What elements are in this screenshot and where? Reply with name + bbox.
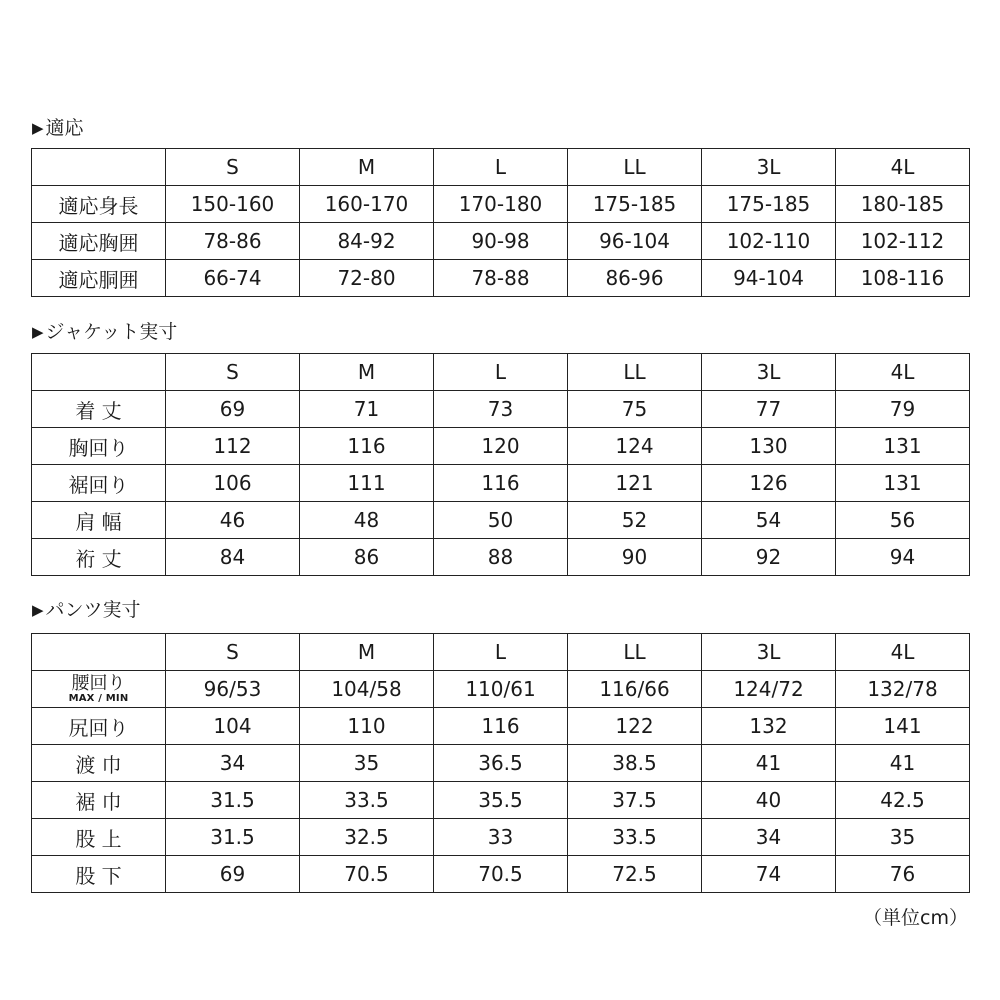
triangle-bullet-icon: ▶ [32,601,44,619]
value-cell: 124 [568,428,702,465]
value-cell: 31.5 [166,782,300,819]
value-cell: 116 [434,465,568,502]
header-cell: 3L [702,149,836,186]
row-label: 適応胸囲 [32,223,166,260]
corner-cell [32,149,166,186]
value-cell: 78-86 [166,223,300,260]
section-title-pants [32,598,141,622]
value-cell: 35.5 [434,782,568,819]
row-label: 尻回り [32,708,166,745]
value-cell: 94-104 [702,260,836,297]
value-cell: 96/53 [166,671,300,708]
value-cell: 34 [166,745,300,782]
value-cell: 42.5 [836,782,970,819]
value-cell: 108-116 [836,260,970,297]
value-cell: 48 [300,502,434,539]
value-cell: 86-96 [568,260,702,297]
header-cell: S [166,354,300,391]
fit-table [31,148,970,297]
value-cell: 36.5 [434,745,568,782]
unit-note: （単位cm） [863,907,968,929]
value-cell: 84-92 [300,223,434,260]
corner-cell [32,634,166,671]
value-cell: 72-80 [300,260,434,297]
value-cell: 70.5 [434,856,568,893]
value-cell: 160-170 [300,186,434,223]
value-cell: 116 [300,428,434,465]
jacket-title: ジャケット実寸 [45,321,178,343]
value-cell: 170-180 [434,186,568,223]
section-title-fit [32,116,84,140]
jacket-table [31,353,970,576]
triangle-bullet-icon: ▶ [32,323,44,341]
value-cell: 110 [300,708,434,745]
triangle-bullet-icon: ▶ [32,119,44,137]
header-cell: 4L [836,634,970,671]
table-row [32,819,970,856]
table-row [32,539,970,576]
pants-title: パンツ実寸 [45,599,141,621]
value-cell: 52 [568,502,702,539]
header-cell: L [434,149,568,186]
value-cell: 79 [836,391,970,428]
value-cell: 72.5 [568,856,702,893]
row-label: 裄 丈 [32,539,166,576]
value-cell: 130 [702,428,836,465]
value-cell: 34 [702,819,836,856]
value-cell: 37.5 [568,782,702,819]
value-cell: 56 [836,502,970,539]
value-cell: 121 [568,465,702,502]
value-cell: 131 [836,428,970,465]
table-row [32,260,970,297]
header-cell: S [166,149,300,186]
header-cell: L [434,634,568,671]
value-cell: 110/61 [434,671,568,708]
header-cell: LL [568,634,702,671]
table-row [32,745,970,782]
value-cell: 88 [434,539,568,576]
value-cell: 66-74 [166,260,300,297]
value-cell: 175-185 [568,186,702,223]
value-cell: 32.5 [300,819,434,856]
header-cell: M [300,149,434,186]
value-cell: 131 [836,465,970,502]
value-cell: 86 [300,539,434,576]
table-row [32,856,970,893]
value-cell: 120 [434,428,568,465]
value-cell: 41 [836,745,970,782]
value-cell: 76 [836,856,970,893]
header-cell: M [300,354,434,391]
value-cell: 54 [702,502,836,539]
header-row [32,634,970,671]
value-cell: 102-112 [836,223,970,260]
header-cell: LL [568,149,702,186]
row-label: 着 丈 [32,391,166,428]
value-cell: 75 [568,391,702,428]
value-cell: 46 [166,502,300,539]
fit-title: 適応 [45,117,84,139]
value-cell: 112 [166,428,300,465]
header-cell: 4L [836,149,970,186]
header-cell: 3L [702,354,836,391]
value-cell: 35 [836,819,970,856]
table-row [32,465,970,502]
value-cell: 175-185 [702,186,836,223]
value-cell: 94 [836,539,970,576]
header-cell: LL [568,354,702,391]
table-row [32,708,970,745]
row-sublabel: MAX / MIN [68,693,129,704]
table-row [32,223,970,260]
row-label: 裾 巾 [32,782,166,819]
value-cell: 180-185 [836,186,970,223]
value-cell: 132 [702,708,836,745]
row-label: 適応胴囲 [32,260,166,297]
value-cell: 90 [568,539,702,576]
value-cell: 122 [568,708,702,745]
value-cell: 116/66 [568,671,702,708]
header-cell: M [300,634,434,671]
value-cell: 69 [166,391,300,428]
table-row [32,391,970,428]
value-cell: 111 [300,465,434,502]
corner-cell [32,354,166,391]
value-cell: 106 [166,465,300,502]
header-row [32,149,970,186]
value-cell: 102-110 [702,223,836,260]
header-row [32,354,970,391]
table-row [32,671,970,708]
value-cell: 84 [166,539,300,576]
value-cell: 41 [702,745,836,782]
value-cell: 104 [166,708,300,745]
value-cell: 35 [300,745,434,782]
table-row [32,502,970,539]
header-cell: 4L [836,354,970,391]
value-cell: 77 [702,391,836,428]
value-cell: 96-104 [568,223,702,260]
header-cell: S [166,634,300,671]
header-cell: L [434,354,568,391]
value-cell: 90-98 [434,223,568,260]
value-cell: 124/72 [702,671,836,708]
value-cell: 78-88 [434,260,568,297]
row-label: 肩 幅 [32,502,166,539]
value-cell: 92 [702,539,836,576]
row-label: 渡 巾 [32,745,166,782]
row-label: 腰回り [71,673,126,694]
table-row [32,782,970,819]
value-cell: 150-160 [166,186,300,223]
section-title-jacket [32,320,177,344]
value-cell: 69 [166,856,300,893]
row-label: 股 下 [32,856,166,893]
header-cell: 3L [702,634,836,671]
value-cell: 33 [434,819,568,856]
value-cell: 73 [434,391,568,428]
value-cell: 38.5 [568,745,702,782]
table-row [32,428,970,465]
value-cell: 141 [836,708,970,745]
value-cell: 33.5 [300,782,434,819]
value-cell: 50 [434,502,568,539]
table-row [32,186,970,223]
row-label: 股 上 [32,819,166,856]
row-label: 胸回り [32,428,166,465]
row-label-with-sub [32,671,166,708]
value-cell: 116 [434,708,568,745]
value-cell: 31.5 [166,819,300,856]
value-cell: 70.5 [300,856,434,893]
value-cell: 132/78 [836,671,970,708]
row-label: 裾回り [32,465,166,502]
pants-table [31,633,970,893]
value-cell: 40 [702,782,836,819]
value-cell: 71 [300,391,434,428]
value-cell: 126 [702,465,836,502]
value-cell: 104/58 [300,671,434,708]
row-label: 適応身長 [32,186,166,223]
value-cell: 33.5 [568,819,702,856]
value-cell: 74 [702,856,836,893]
